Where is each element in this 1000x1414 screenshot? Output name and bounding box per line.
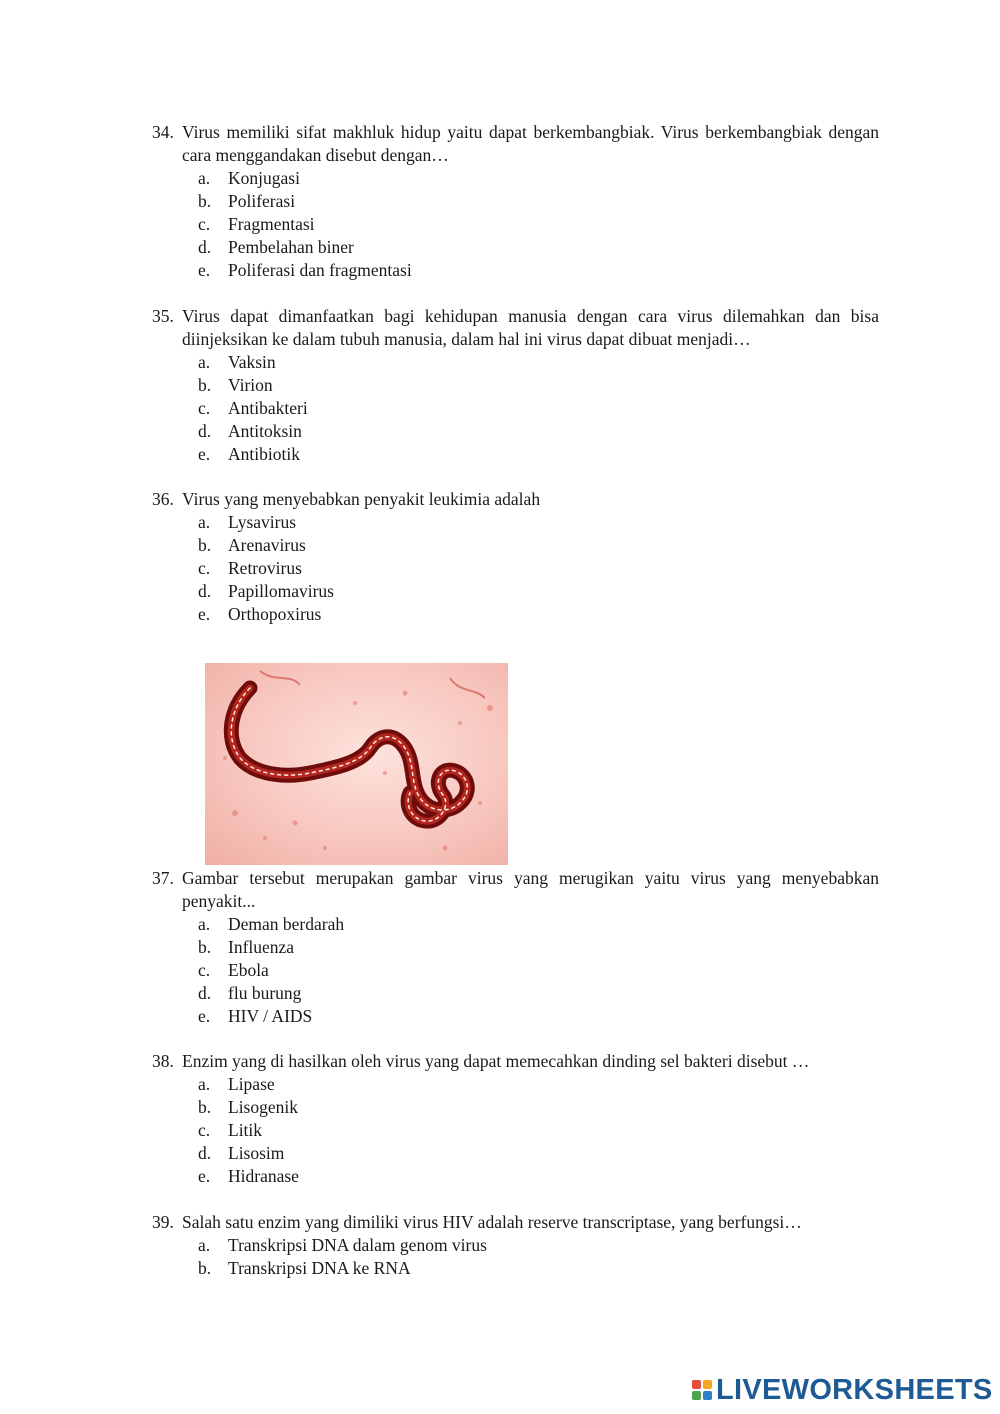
option-e[interactable]: e. Orthopoxirus bbox=[198, 604, 322, 624]
ebola-virus-micrograph-icon bbox=[205, 663, 508, 865]
question-36 bbox=[152, 488, 879, 626]
option-b[interactable]: b. Transkripsi DNA ke RNA bbox=[198, 1258, 411, 1278]
question-text: Gambar tersebut merupakan gambar virus yang merugikan yaitu virus yang menyebabkan penyakit... bbox=[182, 868, 879, 911]
question-number: 38. bbox=[152, 1051, 174, 1071]
option-c[interactable]: c. Fragmentasi bbox=[198, 214, 315, 234]
option-a[interactable]: a. Lipase bbox=[198, 1074, 275, 1094]
option-e[interactable]: e. Antibiotik bbox=[198, 444, 300, 464]
option-e[interactable]: e. Poliferasi dan fragmentasi bbox=[198, 260, 412, 280]
question-39 bbox=[152, 1211, 879, 1280]
options-list bbox=[152, 511, 879, 626]
option-d[interactable]: d. Lisosim bbox=[198, 1143, 285, 1163]
options-list bbox=[152, 351, 879, 466]
question-text: Virus memiliki sifat makhluk hidup yaitu dapat berkembangbiak. Virus berkembangbiak dengan cara menggandakan disebut dengan… bbox=[182, 122, 879, 165]
question-text: Virus dapat dimanfaatkan bagi kehidupan manusia dengan cara virus dilemahkan dan bisa diinjeksikan ke dalam tubuh manusia, dalam hal ini virus dapat dibuat menjadi… bbox=[182, 306, 879, 349]
logo-text: LIVEWORKSHEETS bbox=[716, 1373, 993, 1406]
option-b[interactable]: b. Poliferasi bbox=[198, 191, 296, 211]
question-number: 37. bbox=[152, 868, 174, 888]
question-number: 39. bbox=[152, 1212, 174, 1232]
option-a[interactable]: a. Lysavirus bbox=[198, 512, 297, 532]
option-b[interactable]: b. Lisogenik bbox=[198, 1097, 298, 1117]
question-text: Salah satu enzim yang dimiliki virus HIV adalah reserve transcriptase, yang berfungsi… bbox=[182, 1212, 802, 1232]
question-text: Enzim yang di hasilkan oleh virus yang dapat memecahkan dinding sel bakteri disebut … bbox=[182, 1051, 810, 1071]
option-d[interactable]: d. Antitoksin bbox=[198, 421, 302, 441]
options-list bbox=[152, 167, 879, 282]
option-a[interactable]: a. Deman berdarah bbox=[198, 914, 345, 934]
option-e[interactable]: e. Hidranase bbox=[198, 1166, 299, 1186]
options-list bbox=[152, 1234, 879, 1280]
option-c[interactable]: c. Ebola bbox=[198, 960, 269, 980]
option-a[interactable]: a. Transkripsi DNA dalam genom virus bbox=[198, 1235, 487, 1255]
option-a[interactable]: a. Konjugasi bbox=[198, 168, 300, 188]
option-e[interactable]: e. HIV / AIDS bbox=[198, 1006, 313, 1026]
question-35 bbox=[152, 305, 879, 466]
liveworksheets-logo-icon bbox=[692, 1380, 712, 1400]
option-d[interactable]: d. Papillomavirus bbox=[198, 581, 334, 601]
option-c[interactable]: c. Antibakteri bbox=[198, 398, 308, 418]
options-list bbox=[152, 913, 879, 1028]
question-number: 36. bbox=[152, 489, 174, 509]
option-b[interactable]: b. Influenza bbox=[198, 937, 295, 957]
question-34 bbox=[152, 121, 879, 282]
option-d[interactable]: d. Pembelahan biner bbox=[198, 237, 354, 257]
option-c[interactable]: c. Retrovirus bbox=[198, 558, 302, 578]
question-number: 35. bbox=[152, 306, 174, 326]
option-d[interactable]: d. flu burung bbox=[198, 983, 302, 1003]
question-37 bbox=[152, 867, 879, 1028]
option-c[interactable]: c. Litik bbox=[198, 1120, 263, 1140]
question-number: 34. bbox=[152, 122, 174, 142]
option-b[interactable]: b. Arenavirus bbox=[198, 535, 306, 555]
option-a[interactable]: a. Vaksin bbox=[198, 352, 276, 372]
liveworksheets-logo[interactable] bbox=[692, 1374, 993, 1406]
option-b[interactable]: b. Virion bbox=[198, 375, 273, 395]
options-list bbox=[152, 1073, 879, 1188]
question-text: Virus yang menyebabkan penyakit leukimia adalah bbox=[182, 489, 541, 509]
question-38 bbox=[152, 1050, 879, 1188]
